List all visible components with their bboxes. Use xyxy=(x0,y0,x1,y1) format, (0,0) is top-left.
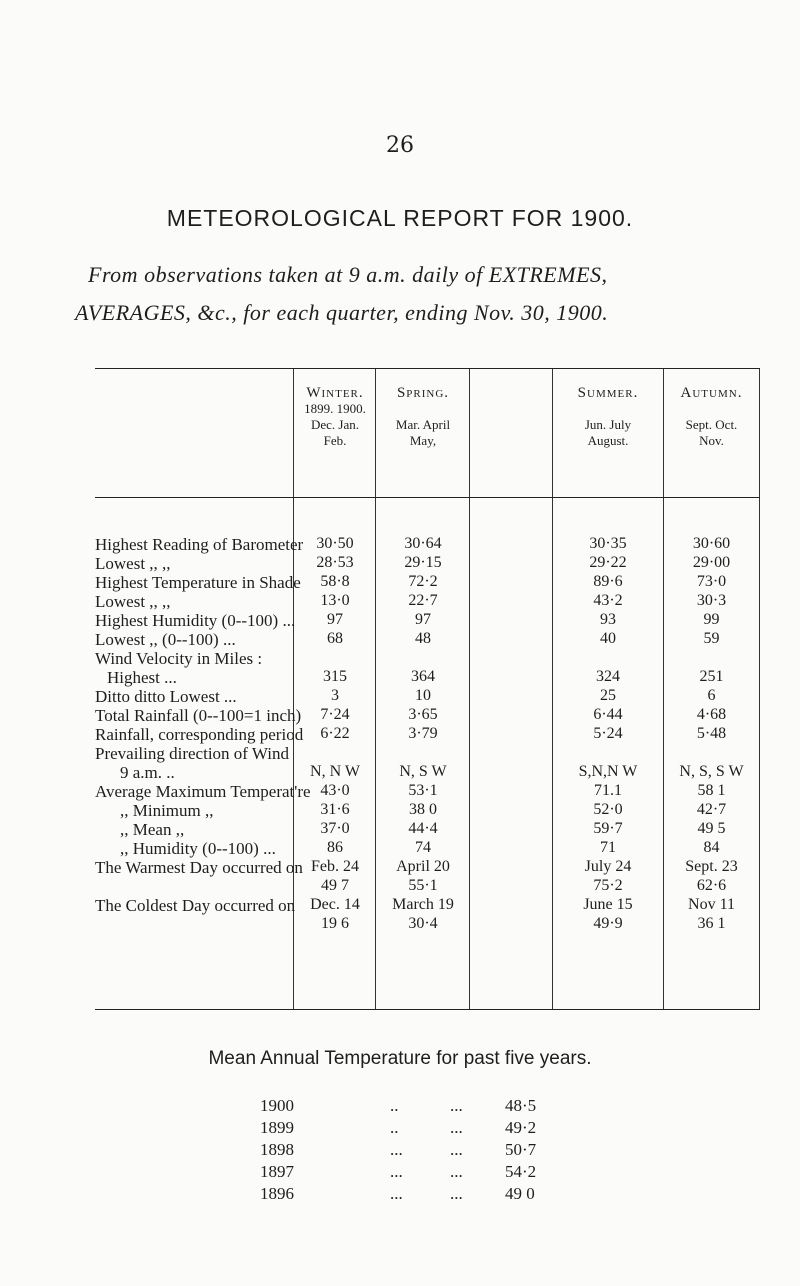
row-label: Lowest ,, ,, xyxy=(95,554,171,573)
season-header-summer xyxy=(553,385,663,449)
row-label: Prevailing direction of Wind xyxy=(95,744,289,763)
table-cell: 36 1 xyxy=(697,915,726,932)
table-cell: 43·2 xyxy=(593,592,623,609)
row-label: The Coldest Day occurred on xyxy=(95,896,296,915)
table-cell: 44·4 xyxy=(408,820,438,837)
meteorological-table xyxy=(95,368,760,1010)
table-cell: Feb. 24 xyxy=(311,858,359,875)
table-cell: Dec. 14 xyxy=(310,896,360,913)
leader-dots: ... xyxy=(450,1118,463,1137)
table-cell: N, N W xyxy=(310,763,360,780)
table-cell: 62·6 xyxy=(696,877,727,894)
subtitle-line-1: From observations taken at 9 a.m. daily of EXTREMES, xyxy=(88,262,608,287)
row-label: Total Rainfall (0--100=1 inch) xyxy=(95,706,302,725)
table-cell: 58·8 xyxy=(320,573,350,590)
table-cell: 72·2 xyxy=(408,573,438,590)
table-cell: 30·50 xyxy=(316,535,354,552)
season-detail xyxy=(553,401,663,417)
mean-value: 49 0 xyxy=(505,1184,535,1203)
year: 1899 xyxy=(260,1118,294,1137)
table-cell: 30·64 xyxy=(404,535,442,552)
mean-temperature-title: Mean Annual Temperature for past five years. xyxy=(208,1048,592,1069)
table-cell: N, S W xyxy=(399,763,447,780)
mean-value: 48·5 xyxy=(505,1096,537,1115)
season-detail: Feb. xyxy=(323,433,347,448)
table-cell: 31·6 xyxy=(320,801,350,818)
table-cell: 49 7 xyxy=(321,877,349,894)
subtitle-line-2: AVERAGES, &c., for each quarter, ending Nov. 30, 1900. xyxy=(75,300,609,325)
row-label: Lowest ,, (0--100) ... xyxy=(95,630,236,649)
row-label: Wind Velocity in Miles : xyxy=(95,649,263,668)
table-cell: 22·7 xyxy=(408,592,438,609)
table-cell: 38 0 xyxy=(409,801,437,818)
table-cell: 30·35 xyxy=(589,535,627,552)
season-header-winter xyxy=(294,385,376,449)
column-rule xyxy=(759,369,760,1009)
table-cell: 68 xyxy=(327,630,343,647)
table-cell: June 15 xyxy=(583,896,633,913)
table-cell: 84 xyxy=(703,839,720,856)
table-cell: July 24 xyxy=(584,858,632,875)
row-label: Ditto ditto Lowest ... xyxy=(95,687,237,706)
row-label: ,, Minimum ,, xyxy=(120,801,214,820)
season-detail xyxy=(664,401,759,417)
season-detail: Nov. xyxy=(699,433,724,448)
season-name: Winter. xyxy=(306,385,364,401)
mean-value: 49·2 xyxy=(505,1118,537,1137)
leader-dots: .. xyxy=(390,1118,399,1137)
table-cell: 6·22 xyxy=(320,725,350,742)
table-cell: 52·0 xyxy=(593,801,623,818)
table-cell: 99 xyxy=(703,611,720,628)
season-name: Summer. xyxy=(577,385,639,401)
table-cell: 40 xyxy=(600,630,616,647)
table-cell: 19 6 xyxy=(321,915,349,932)
table-cell: 30·60 xyxy=(692,535,731,552)
table-cell: 3 xyxy=(331,687,339,704)
table-cell: 6 xyxy=(707,687,716,704)
table-cell: March 19 xyxy=(392,896,454,913)
table-cell: 30·4 xyxy=(408,915,438,932)
row-label: Average Maximum Temperat're xyxy=(95,782,311,801)
row-label: Highest ... xyxy=(107,668,177,687)
season-detail: Mar. April xyxy=(395,417,451,432)
leader-dots: ... xyxy=(450,1162,463,1181)
table-cell: 73·0 xyxy=(696,573,727,590)
table-cell: 97 xyxy=(415,611,431,628)
table-cell: 55·1 xyxy=(408,877,438,894)
table-cell: 251 xyxy=(699,668,724,685)
table-cell: 315 xyxy=(323,668,347,685)
table-cell: N, S, S W xyxy=(679,763,744,780)
table-cell: 324 xyxy=(596,668,620,685)
season-detail: Dec. Jan. xyxy=(310,417,359,432)
leader-dots: ... xyxy=(450,1140,463,1159)
table-cell: 25 xyxy=(600,687,616,704)
table-cell: 59 xyxy=(703,630,720,647)
table-cell: 13·0 xyxy=(320,592,350,609)
leader-dots: ... xyxy=(450,1096,463,1115)
season-detail: August. xyxy=(587,433,629,448)
season-detail: Jun. July xyxy=(584,417,632,432)
page-number: 26 xyxy=(386,133,414,158)
leader-dots: ... xyxy=(390,1162,403,1181)
row-label: Rainfall, corresponding period xyxy=(95,725,304,744)
season-name: Autumn. xyxy=(680,385,743,401)
row-label: Highest Temperature in Shade xyxy=(95,573,301,592)
leader-dots: ... xyxy=(450,1184,463,1203)
season-detail: May, xyxy=(409,433,437,448)
table-cell: 48 xyxy=(415,630,431,647)
year: 1900 xyxy=(260,1096,294,1115)
table-cell: 86 xyxy=(327,839,343,856)
table-cell: 43·0 xyxy=(320,782,350,799)
table-cell: 53·1 xyxy=(408,782,438,799)
row-label: 9 a.m. .. xyxy=(120,763,175,782)
table-cell: 49·9 xyxy=(593,915,623,932)
table-cell: 29·00 xyxy=(692,554,731,571)
table-cell: 49 5 xyxy=(697,820,726,837)
table-cell: 10 xyxy=(415,687,431,704)
row-label: ,, Mean ,, xyxy=(120,820,185,839)
table-cell: 42·7 xyxy=(696,801,727,818)
table-cell: 29·15 xyxy=(404,554,442,571)
leader-dots: ... xyxy=(390,1140,403,1159)
mean-value: 50·7 xyxy=(505,1140,537,1159)
row-label: Lowest ,, ,, xyxy=(95,592,171,611)
table-cell: 89·6 xyxy=(593,573,623,590)
table-cell: 71.1 xyxy=(594,782,622,799)
row-label: ,, Humidity (0--100) ... xyxy=(120,839,276,858)
table-cell: 4·68 xyxy=(696,706,727,723)
table-cell: 3·79 xyxy=(408,725,438,742)
table-cell: 75·2 xyxy=(593,877,623,894)
row-label: Highest Reading of Barometer xyxy=(95,535,304,554)
season-detail: Sept. Oct. xyxy=(685,417,738,432)
season-name: Spring. xyxy=(396,385,450,401)
year: 1897 xyxy=(260,1162,294,1181)
leader-dots: ... xyxy=(390,1184,403,1203)
table-cell: 5·24 xyxy=(593,725,623,742)
table-cell: 29·22 xyxy=(589,554,627,571)
table-cell: 5·48 xyxy=(696,725,727,742)
table-cell: April 20 xyxy=(396,858,450,875)
table-cell: Nov 11 xyxy=(688,896,735,913)
table-cell: 59·7 xyxy=(593,820,623,837)
mean-value: 54·2 xyxy=(505,1162,537,1181)
table-cell: 364 xyxy=(411,668,435,685)
season-detail: 1899. 1900. xyxy=(304,401,366,416)
year: 1898 xyxy=(260,1140,294,1159)
leader-dots: .. xyxy=(390,1096,399,1115)
year: 1896 xyxy=(260,1184,294,1203)
table-cell: 28·53 xyxy=(316,554,354,571)
table-cell: 71 xyxy=(600,839,616,856)
row-label: The Warmest Day occurred on xyxy=(95,858,303,877)
row-label: Highest Humidity (0--100) ... xyxy=(95,611,296,630)
table-cell: 58 1 xyxy=(697,782,726,799)
table-cell: 93 xyxy=(600,611,616,628)
table-cell: 30·3 xyxy=(696,592,727,609)
header-rule xyxy=(95,497,760,498)
table-cell: 3·65 xyxy=(408,706,438,723)
table-cell: S,N,N W xyxy=(578,763,638,780)
table-cell: 97 xyxy=(327,611,343,628)
report-title: METEOROLOGICAL REPORT FOR 1900. xyxy=(166,205,634,231)
table-cell: 74 xyxy=(415,839,431,856)
table-cell: Sept. 23 xyxy=(685,858,738,875)
season-header-autumn xyxy=(664,385,759,449)
table-cell: 6·44 xyxy=(593,706,623,723)
season-detail xyxy=(376,401,470,417)
season-header-spring xyxy=(376,385,470,449)
table-cell: 7·24 xyxy=(320,706,350,723)
table-cell: 37·0 xyxy=(320,820,350,837)
